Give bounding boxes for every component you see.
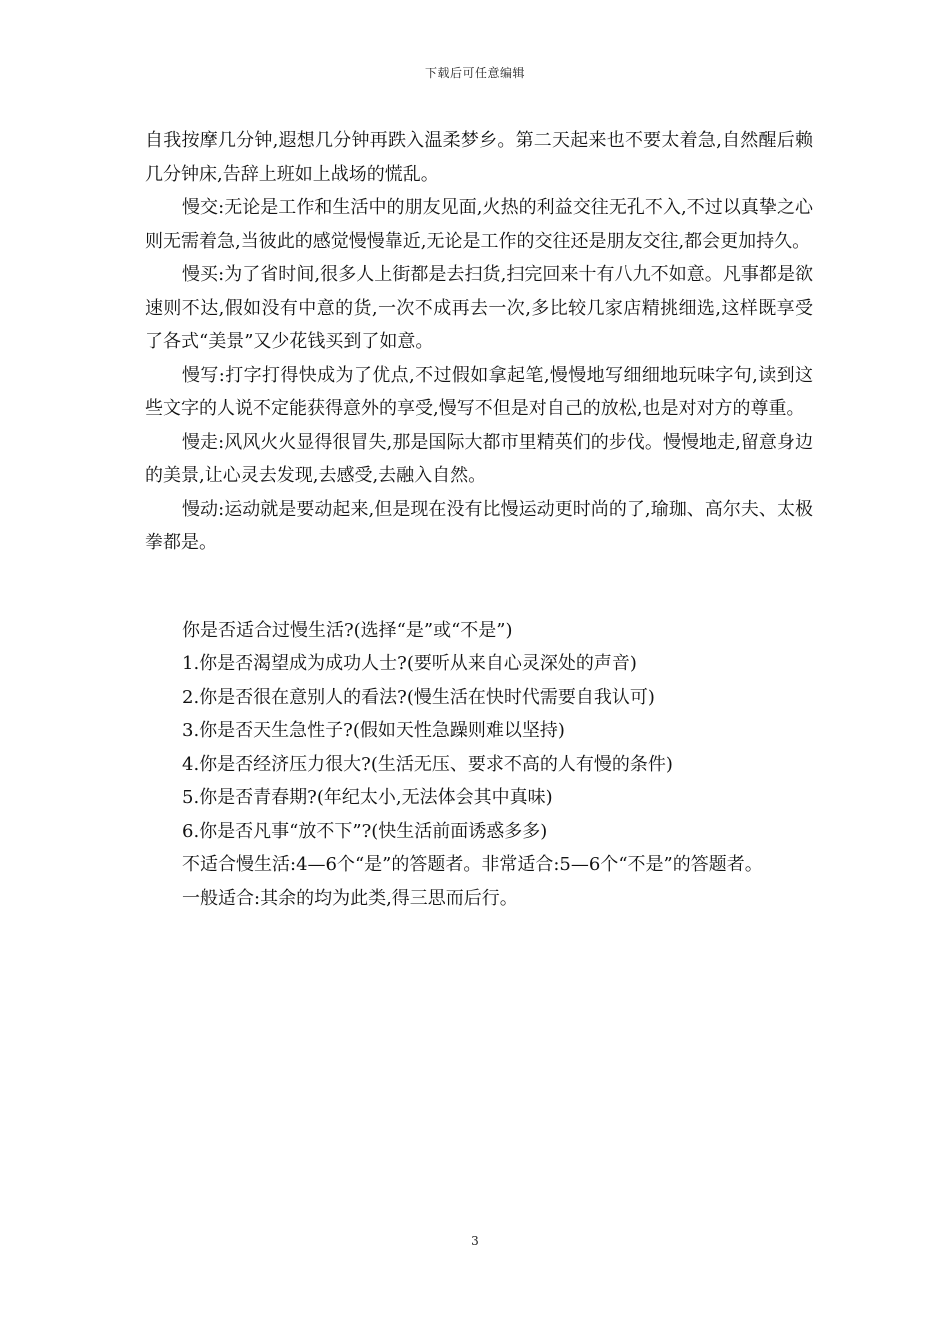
paragraph-slow-shopping: 慢买:为了省时间,很多人上街都是去扫货,扫完回来十有八九不如意。凡事都是欲速则不达,假如没有中意的货,一次不成再去一次,多比较几家店精挑细选,这样既享受了各式“美景”又少花钱买到了如意。: [145, 264, 813, 352]
page-header: 下载后可任意编辑: [424, 66, 525, 80]
paragraph-slow-walking: 慢走:风风火火显得很冒失,那是国际大都市里精英们的步伐。慢慢地走,留意身边的美景,让心灵去发现,去感受,去融入自然。: [145, 431, 813, 486]
paragraph-slow-socializing: 慢交:无论是工作和生活中的朋友见面,火热的利益交往无孔不入,不过以真挚之心则无需着急,当彼此的感觉慢慢靠近,无论是工作的交往还是朋友交往,都会更加持久。: [145, 197, 813, 252]
quiz-result-unsuitable: 不适合慢生活:4—6个“是”的答题者。非常适合:5—6个“不是”的答题者。: [182, 854, 763, 875]
document-body: [145, 124, 813, 915]
paragraph-sleep-continued: 自我按摩几分钟,遐想几分钟再跌入温柔梦乡。第二天起来也不要太着急,自然醒后赖几分钟床,告辞上班如上战场的慌乱。: [145, 130, 813, 185]
quiz-result-general: 一般适合:其余的均为此类,得三思而后行。: [182, 887, 518, 909]
paragraph-slow-writing: 慢写:打字打得快成为了优点,不过假如拿起笔,慢慢地写细细地玩味字句,读到这些文字的人说不定能获得意外的享受,慢写不但是对自己的放松,也是对对方的尊重。: [145, 364, 813, 419]
quiz-item: 4.你是否经济压力很大?(生活无压、要求不高的人有慢的条件): [182, 753, 673, 775]
quiz-title: 你是否适合过慢生活?(选择“是”或“不是”): [182, 619, 513, 641]
quiz-item: 5.你是否青春期?(年纪太小,无法体会其中真味): [182, 787, 553, 808]
paragraph-slow-exercise: 慢动:运动就是要动起来,但是现在没有比慢运动更时尚的了,瑜珈、高尔夫、太极拳都是。: [145, 498, 813, 553]
quiz-item: 6.你是否凡事“放不下”?(快生活前面诱惑多多): [182, 820, 548, 842]
quiz-item: 1.你是否渴望成为成功人士?(要听从来自心灵深处的声音): [182, 653, 637, 674]
quiz-item: 2.你是否很在意别人的看法?(慢生活在快时代需要自我认可): [182, 686, 655, 708]
quiz-item: 3.你是否天生急性子?(假如天性急躁则难以坚持): [182, 720, 565, 741]
page-number: 3: [471, 1234, 479, 1248]
section-spacer: [145, 560, 813, 614]
